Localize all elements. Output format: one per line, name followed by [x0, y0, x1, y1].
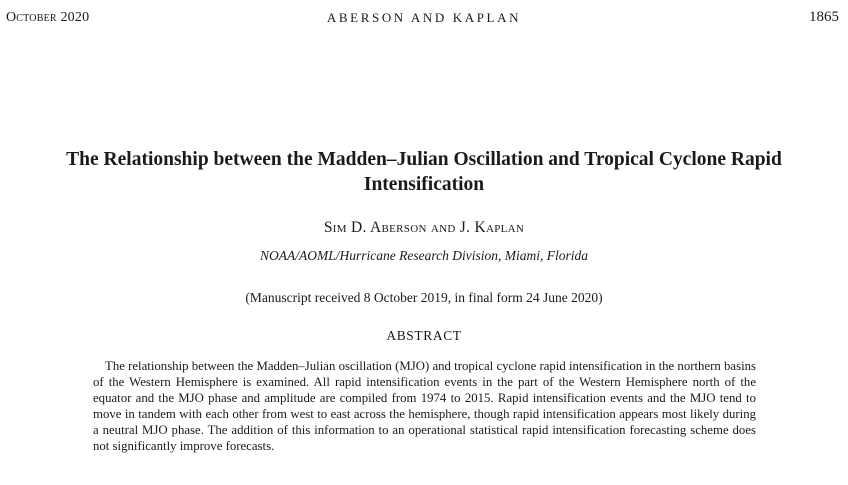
running-head	[0, 10, 848, 28]
page-number: 1865	[809, 9, 839, 25]
abstract-heading: ABSTRACT	[386, 328, 462, 343]
author-affiliation: NOAA/AOML/Hurricane Research Division, Miami, Florida	[260, 248, 588, 263]
manuscript-dates: (Manuscript received 8 October 2019, in final form 24 June 2020)	[245, 290, 603, 305]
article-authors: Sim D. Aberson and J. Kaplan	[323, 219, 525, 236]
running-authors: ABERSON AND KAPLAN	[326, 10, 522, 25]
issue-date: October 2020	[6, 10, 90, 25]
abstract-text: The relationship between the Madden–Julian oscillation (MJO) and tropical cyclone rapid intensification in the northern basins of the Western Hemisphere is examined. All rapid intensification events in the part of the Western Hemisphere north of the equator and the MJO phase and amplitude are compiled from 1974 to 2015. Rapid intensification events and the MJO tend to move in tandem with each other from west to east across the hemisphere, though rapid intensification appears most likely during a neutral MJO phase. The addition of this information to an operational statistical rapid intensification forecasting scheme does not significantly improve forecasts.	[93, 359, 756, 453]
article-title: The Relationship between the Madden–Julian Oscillation and Tropical Cyclone Rapid Intensification	[66, 149, 782, 195]
